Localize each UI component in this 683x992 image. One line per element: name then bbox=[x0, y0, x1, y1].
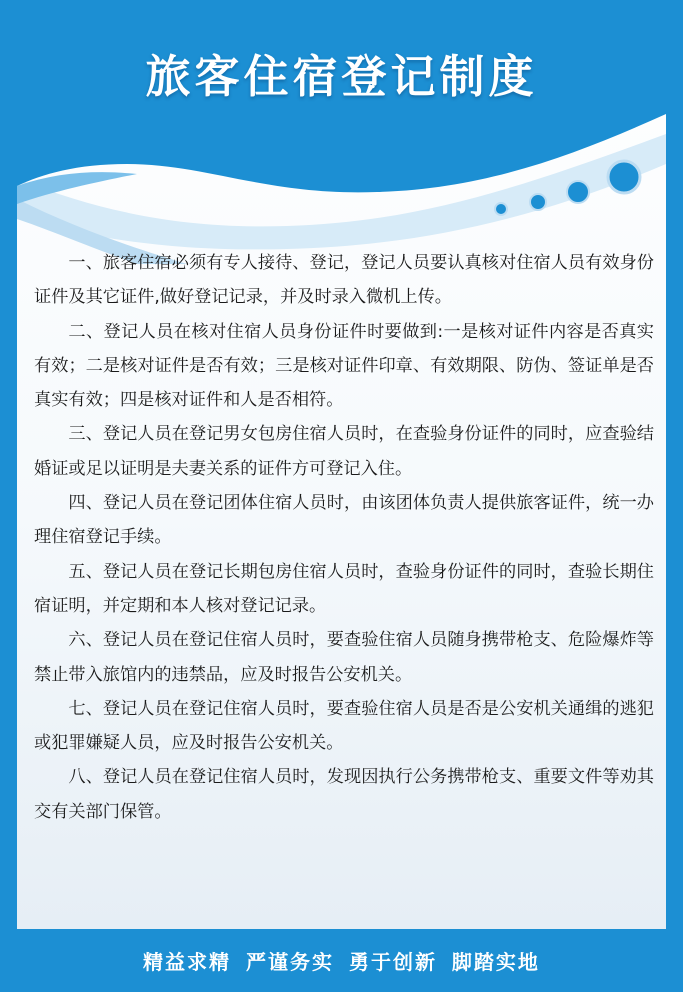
rule-item: 八、登记人员在登记住宿人员时，发现因执行公务携带枪支、重要文件等劝其交有关部门保管。 bbox=[34, 767, 654, 822]
rule-item: 三、登记人员在登记男女包房住宿人员时，在查验身份证件的同时，应查验结婚证或足以证明是夫妻关系的证件方可登记入住。 bbox=[34, 424, 654, 479]
bubble-medium bbox=[530, 194, 546, 210]
rule-item: 六、登记人员在登记住宿人员时，要查验住宿人员随身携带枪支、危险爆炸等禁止带入旅馆内的违禁品，应及时报告公安机关。 bbox=[34, 630, 654, 685]
rule-item: 一、旅客住宿必须有专人接待、登记，登记人员要认真核对住宿人员有效身份证件及其它证件,做好登记记录，并及时录入微机上传。 bbox=[34, 253, 654, 308]
rules-list bbox=[34, 246, 654, 829]
rule-item: 四、登记人员在登记团体住宿人员时，由该团体负责人提供旅客证件，统一办理住宿登记手续。 bbox=[34, 493, 654, 548]
footer-bar bbox=[0, 929, 683, 992]
page-title: 旅客住宿登记制度 bbox=[145, 50, 538, 103]
rule-item: 七、登记人员在登记住宿人员时，要查验住宿人员是否是公安机关通缉的逃犯或犯罪嫌疑人员，应及时报告公安机关。 bbox=[34, 698, 654, 754]
bubble-small bbox=[495, 203, 507, 215]
bubble-xlarge bbox=[608, 161, 640, 193]
rule-item: 五、登记人员在登记长期包房住宿人员时，查验身份证件的同时，查验长期住宿证明，并定期和本人核对登记记录。 bbox=[34, 561, 654, 616]
rule-item: 二、登记人员在核对住宿人员身份证件时要做到:一是核对证件内容是否真实有效；二是核对证件是否有效；三是核对证件印章、有效期限、防伪、签证单是否真实有效；四是核对证件和人是否相符。 bbox=[34, 321, 654, 411]
footer-slogan: 精益求精 严谨务实 勇于创新 脚踏实地 bbox=[143, 950, 540, 974]
content-panel bbox=[17, 14, 666, 929]
bubble-large bbox=[567, 181, 589, 203]
